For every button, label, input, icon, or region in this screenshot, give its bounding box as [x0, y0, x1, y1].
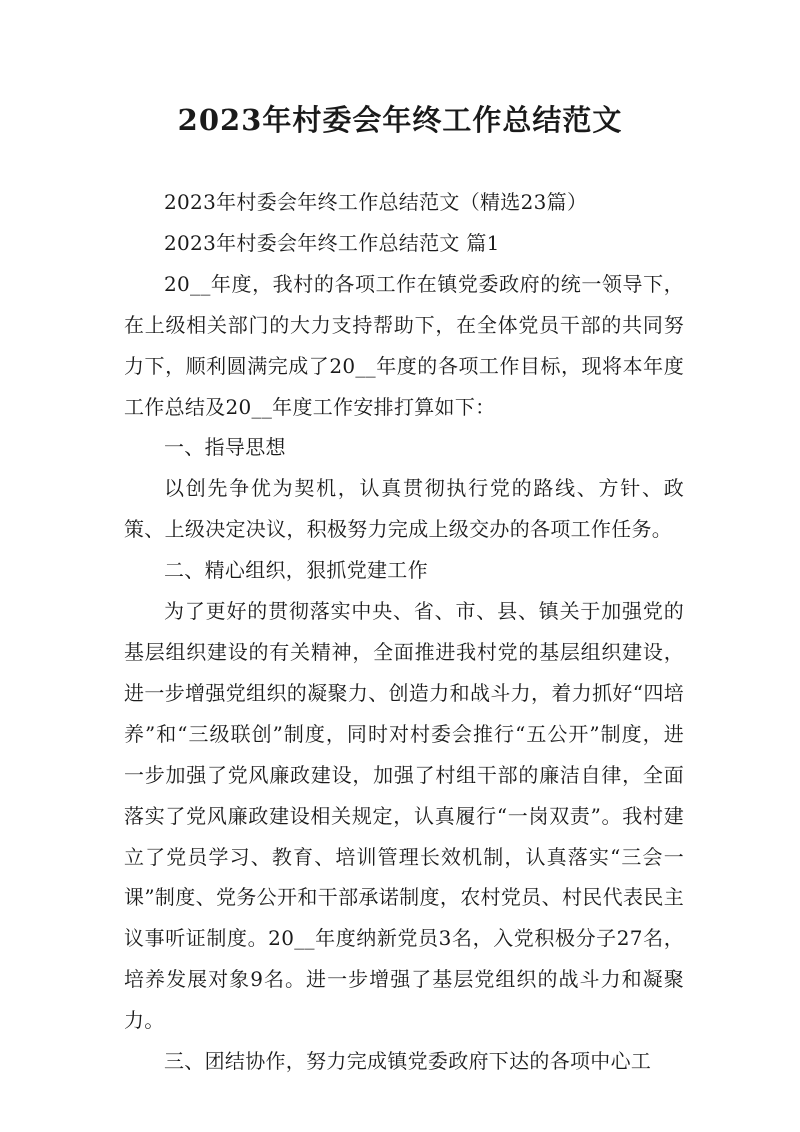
heading-unity-cooperation: 三、团结协作，努力完成镇党委政府下达的各项中心工 — [164, 1049, 652, 1074]
heading-party-building: 二、精心组织，狠抓党建工作 — [164, 558, 428, 583]
body-paragraph: 为了更好的贯彻落实中央、省、市、县、镇关于加强党的基层组织建设的有关精神，全面推进我村党的基层组织建设，进一步增强党组织的凝聚力、创造力和战斗力，着力抓好“四培养”和“三级联创”制度，同时对村委会推行“五公开”制度，进一步加强了党风廉政建设，加强了村组干部的廉洁自律，全面落实了党风廉政建设相关规定，认真履行“一岗双责”。我村建立了党员学习、教育、培训管理长效机制，认真落实“三会一课”制度、党务公开和干部承诺制度，农村党员、村民代表民主议事听证制度。20__年度纳新党员3名，入党积极分子27名，培养发展对象9名。进一步增强了基层党组织的战斗力和凝聚力。 — [124, 599, 684, 1033]
document-title: 2023年村委会年终工作总结范文 — [177, 103, 623, 137]
section-heading-paragraph: 2023年村委会年终工作总结范文 篇1 — [164, 230, 500, 255]
document-body — [124, 182, 684, 1082]
heading-guiding-ideology: 一、指导思想 — [164, 435, 286, 460]
subtitle-paragraph: 2023年村委会年终工作总结范文（精选23篇） — [164, 190, 588, 214]
body-paragraph: 20__年度，我村的各项工作在镇党委政府的统一领导下，在上级相关部门的大力支持帮助下，在全体党员干部的共同努力下，顺利圆满完成了20__年度的各项工作目标，现将本年度工作总结及20__年度工作安排打算如下： — [124, 271, 684, 419]
body-paragraph: 以创先争优为契机，认真贯彻执行党的路线、方针、政策、上级决定决议，积极努力完成上级交办的各项工作任务。 — [124, 476, 684, 542]
